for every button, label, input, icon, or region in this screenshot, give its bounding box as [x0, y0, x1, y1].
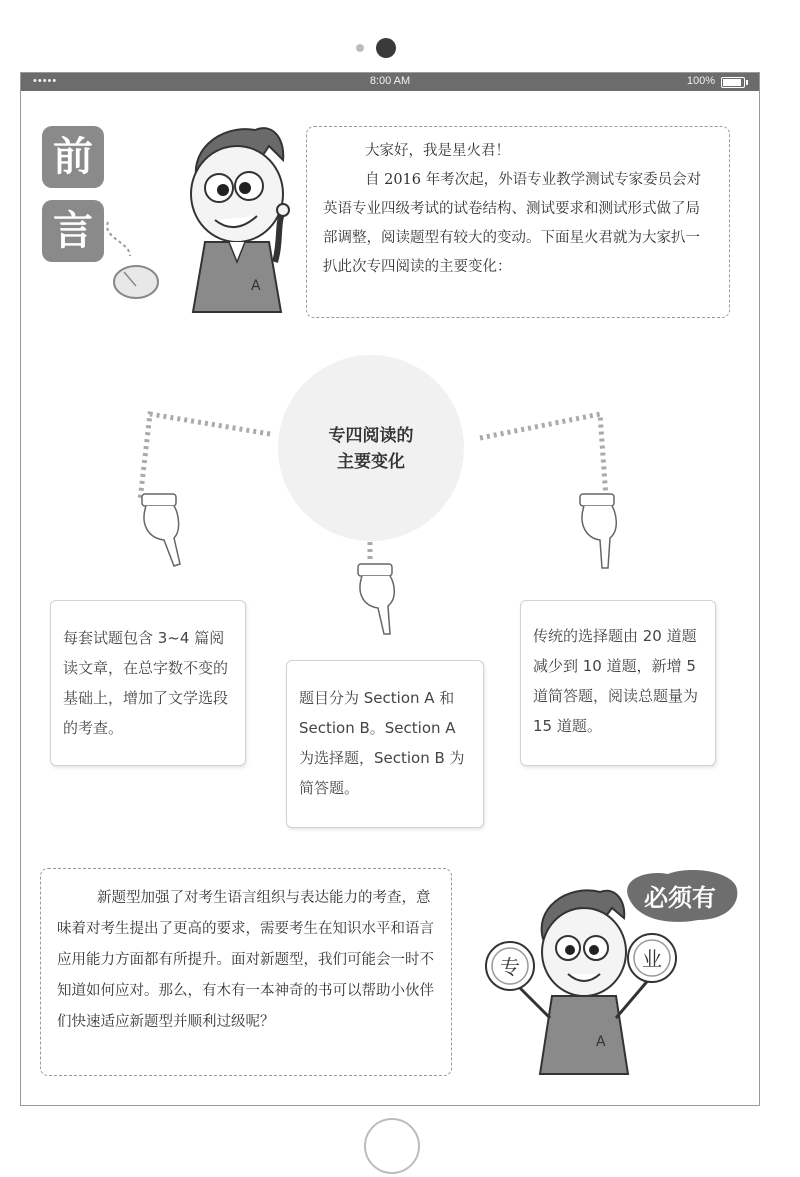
center-title [278, 423, 464, 475]
change-card-middle [286, 660, 484, 828]
center-title-line-2: 主要变化 [337, 452, 405, 472]
battery-icon [721, 77, 745, 88]
status-bar [21, 73, 759, 91]
bottom-speech-bubble [40, 868, 452, 1076]
cartoon-boy-holding-signs [480, 878, 690, 1078]
preface-badge-first: 前 [42, 126, 104, 188]
intro-body: 自 2016 年考次起，外语专业教学测试专家委员会对英语专业四级考试的试卷结构、测试要求和测试形式做了局部调整，阅读题型有较大的变动。下面星火君就为大家扒一扒此次专四阅读的主要变化： [323, 172, 702, 275]
status-time: 8:00 AM [369, 75, 411, 87]
cartoon-boy-pointing [165, 112, 315, 317]
must-have-badge-text: 必须有 [644, 884, 716, 912]
sensor-dot [356, 44, 364, 52]
battery-percent: 100% [686, 75, 715, 87]
change-card-left [50, 600, 246, 766]
sign-left-text: 专 [500, 955, 520, 979]
signal-indicator: ••••• [33, 75, 58, 87]
intro-greeting: 大家好，我是星火君！ [365, 143, 510, 159]
svg-text:A: A [596, 1034, 606, 1050]
pointing-hand-left-icon [134, 490, 194, 570]
preface-badge-second: 言 [42, 200, 104, 262]
svg-text:A: A [251, 278, 261, 294]
change-card-right-text: 传统的选择题由 20 道题减少到 10 道题，新增 5 道简答题，阅读总题量为 15 道题。 [533, 627, 699, 735]
front-camera [376, 38, 396, 58]
sign-right-text: 业 [642, 947, 662, 971]
center-title-line-1: 专四阅读的 [328, 426, 414, 446]
intro-speech-bubble [306, 126, 730, 318]
change-card-middle-text: 题目分为 Section A 和 Section B。Section A 为选择题，Section B 为简答题。 [299, 689, 465, 797]
change-card-right [520, 600, 716, 766]
bottom-body: 新题型加强了对考生语言组织与表达能力的考查，意味着对考生提出了更高的要求，需要考生在知识水平和语言应用能力方面都有所提升。面对新题型，我们可能会一时不知道如何应对。那么，有木有一本神奇的书可以帮助小伙伴们快速适应新题型并顺利过级呢？ [57, 890, 434, 1030]
mouse-illustration [100, 220, 170, 310]
pointing-hand-right-icon [574, 490, 634, 570]
pointing-hand-middle-icon [352, 560, 412, 638]
home-button[interactable] [364, 1118, 420, 1174]
change-card-left-text: 每套试题包含 3~4 篇阅读文章，在总字数不变的基础上，增加了文学选段的考查。 [63, 629, 229, 737]
